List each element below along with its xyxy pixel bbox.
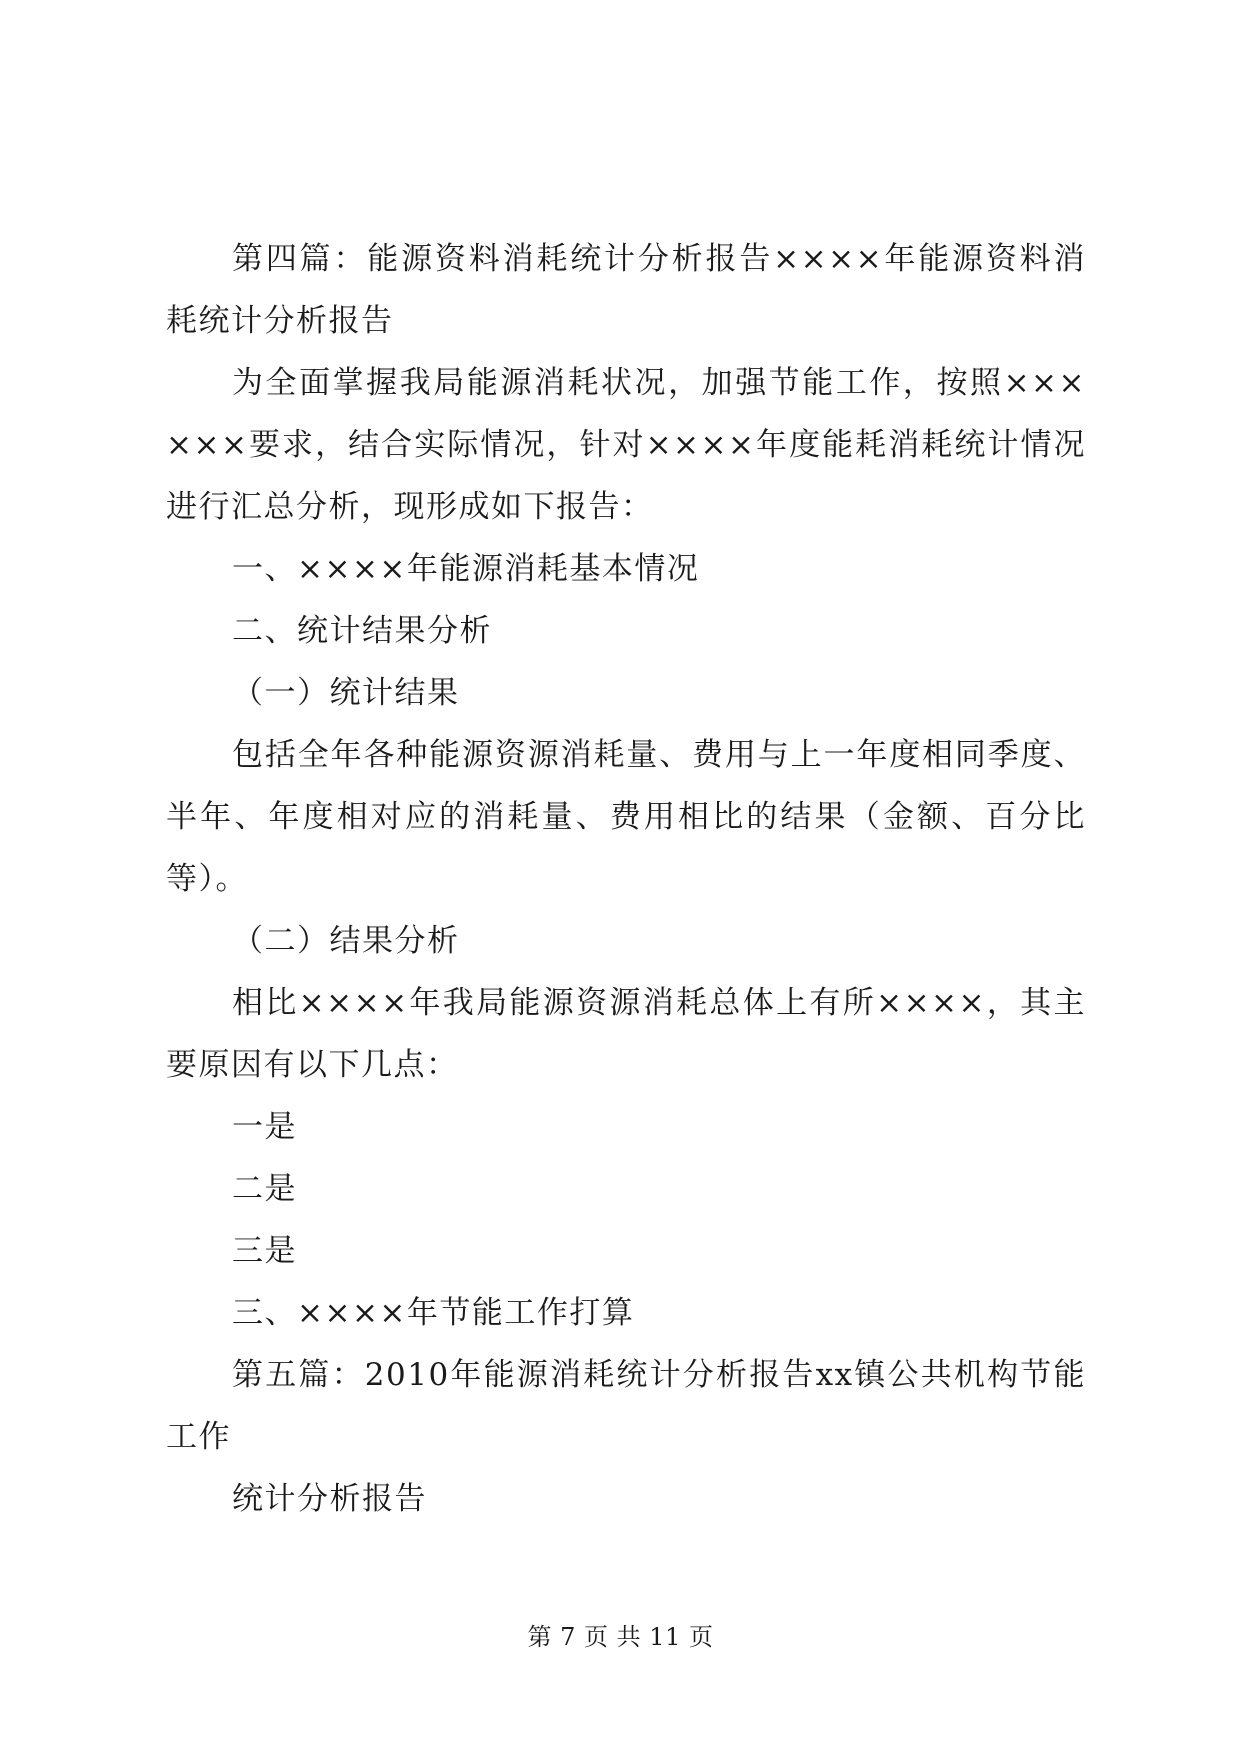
heading-fifth-article-continued: 统计分析报告 xyxy=(232,1481,427,1517)
page-number-footer: 第 7 页 共 11 页 xyxy=(527,1623,714,1651)
results-paragraph: 包括全年各种能源资源消耗量、费用与上一年度相同季度、半年、年度相对应的消耗量、费用相比的结果（金额、百分比等）。 xyxy=(166,737,1086,897)
analysis-paragraph: 相比××××年我局能源资源消耗总体上有所××××，其主要原因有以下几点： xyxy=(166,985,1086,1083)
reason-item-2: 二是 xyxy=(232,1171,297,1207)
intro-paragraph: 为全面掌握我局能源消耗状况，加强节能工作，按照××××××要求，结合实际情况，针对××××年度能耗消耗统计情况进行汇总分析，现形成如下报告： xyxy=(166,365,1086,525)
reason-item-1: 一是 xyxy=(232,1109,297,1145)
subsection-heading-result-analysis: （二）结果分析 xyxy=(232,923,460,959)
section-heading-plan: 三、××××年节能工作打算 xyxy=(232,1295,635,1331)
section-heading-basic-situation: 一、××××年能源消耗基本情况 xyxy=(232,551,700,587)
subsection-heading-results: （一）统计结果 xyxy=(232,675,460,711)
section-heading-analysis: 二、统计结果分析 xyxy=(232,613,492,649)
reason-item-3: 三是 xyxy=(232,1233,297,1269)
document-body xyxy=(166,228,1086,1530)
heading-fifth-article: 第五篇：2010年能源消耗统计分析报告xx镇公共机构节能工作 xyxy=(166,1357,1086,1455)
heading-fourth-article: 第四篇：能源资料消耗统计分析报告××××年能源资料消耗统计分析报告 xyxy=(166,241,1086,339)
